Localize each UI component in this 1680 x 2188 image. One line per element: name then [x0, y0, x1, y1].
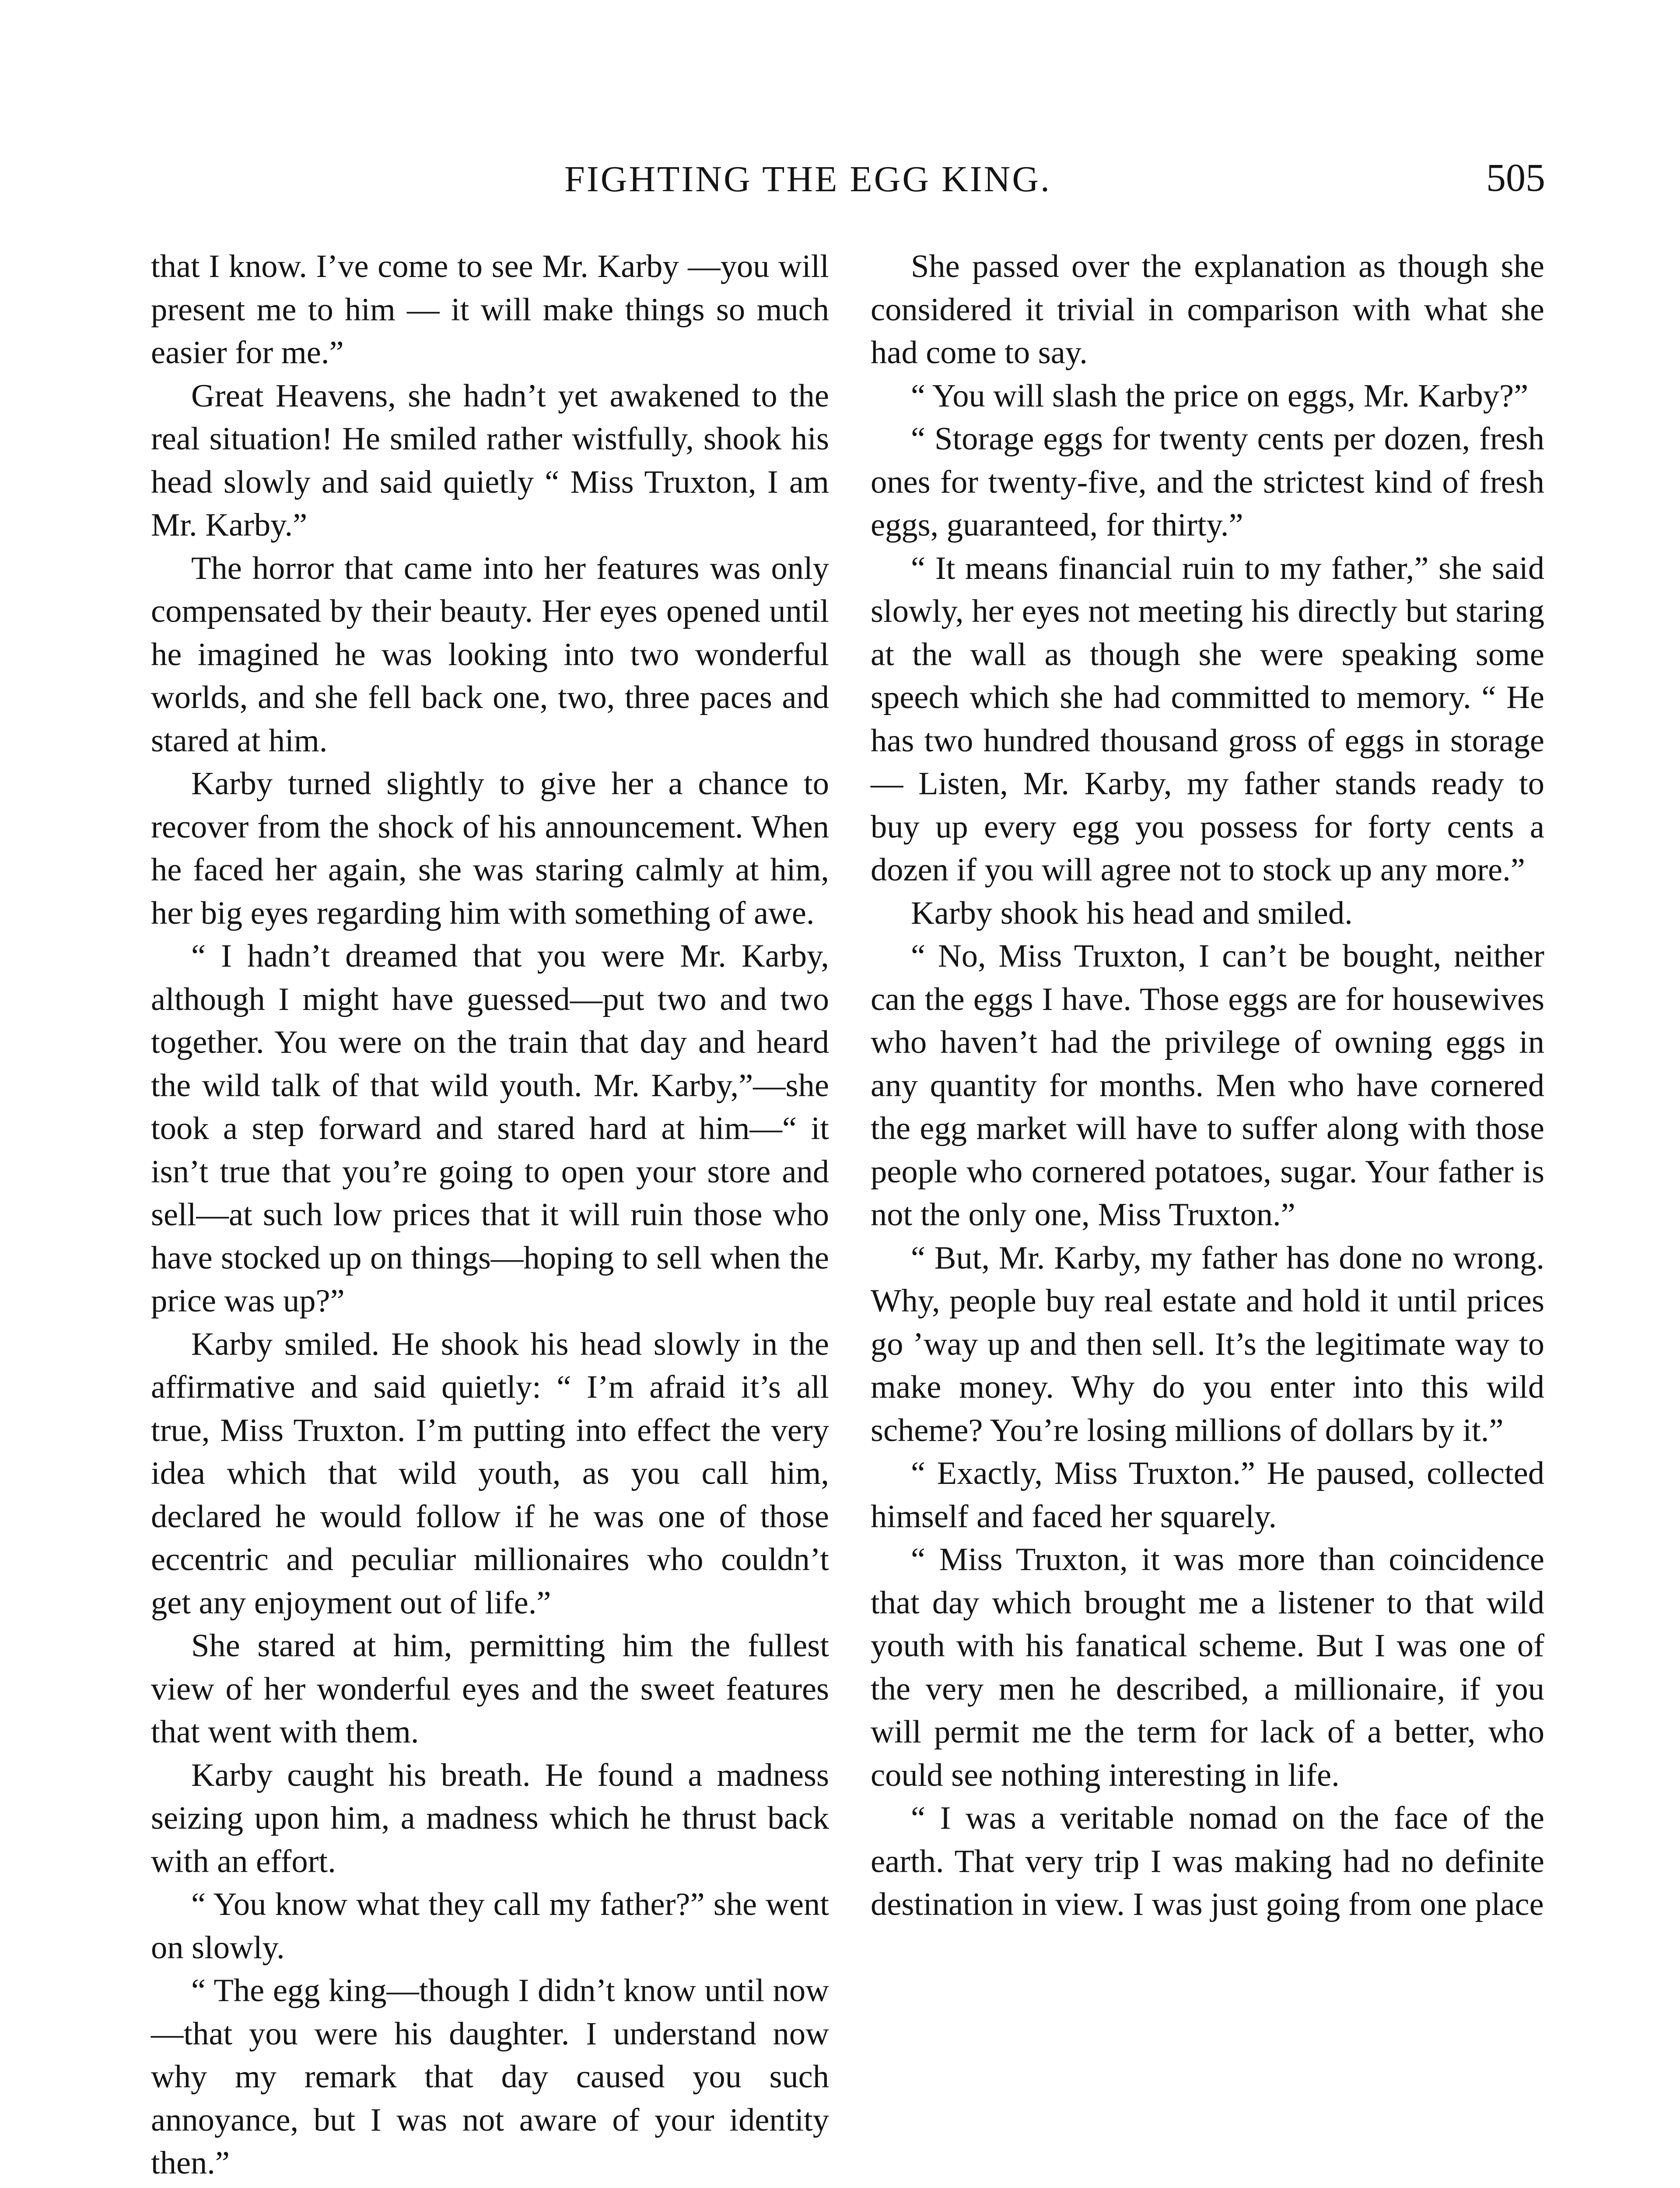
paragraph: “ But, Mr. Karby, my father has done no wrong. Why, people buy real estate and hold it until prices go ’way up and then sell. It’s the legitimate way to make money. Why do you enter into this wild scheme? You’re losing millions of dollars by it.”: [871, 1240, 1544, 1448]
paragraph: She stared at him, permitting him the fullest view of her wonderful eyes and the sweet features that went with them.: [151, 1628, 829, 1750]
paragraph: “ You will slash the price on eggs, Mr. Karby?”: [911, 378, 1529, 414]
left-text-column: [151, 245, 829, 2185]
paragraph: that I know. I’ve come to see Mr. Karby —you will present me to him — it will make things so much easier for me.”: [151, 249, 829, 371]
paragraph: “ Storage eggs for twenty cents per dozen, fresh ones for twenty-five, and the strictest kind of fresh eggs, guaranteed, for thirty.”: [871, 421, 1544, 543]
paragraph: “ The egg king—though I didn’t know until now—that you were his daughter. I understand now why my remark that day caused you such annoyance, but I was not aware of your identity then.”: [151, 1973, 829, 2181]
paragraph: “ Miss Truxton, it was more than coincidence that day which brought me a listener to that wild youth with his fanatical scheme. But I was one of the very men he described, a millionaire, if you will permit me the term for lack of a better, who could see nothing interesting in life.: [871, 1542, 1544, 1793]
right-text-column: [871, 245, 1544, 1926]
paragraph: Great Heavens, she hadn’t yet awakened to the real situation! He smiled rather wistfully, shook his head slowly and said quietly “ Miss Truxton, I am Mr. Karby.”: [151, 378, 829, 543]
paragraph: Karby turned slightly to give her a chance to recover from the shock of his announcement. When he faced her again, she was staring calmly at him, her big eyes regarding him with something of awe.: [151, 766, 829, 931]
paragraph: Karby shook his head and smiled.: [911, 895, 1353, 931]
paragraph: “ Exactly, Miss Truxton.” He paused, collected himself and faced her squarely.: [871, 1455, 1544, 1535]
paragraph: “ It means financial ruin to my father,” she said slowly, her eyes not meeting his directly but staring at the wall as though she were speaking some speech which she had committed to memory. “ He has two hundred thousand gross of eggs in storage— Listen, Mr. Karby, my father stands ready to buy up every egg you possess for forty cents a dozen if you will agree not to stock up any more.”: [871, 550, 1544, 888]
paragraph: “ I hadn’t dreamed that you were Mr. Karby, although I might have guessed—put two and two together. You were on the train that day and heard the wild talk of that wild youth. Mr. Karby,”—she took a step forward and stared hard at him—“ it isn’t true that you’re going to open your store and sell—at such low prices that it will ruin those who have stocked up on things—hoping to sell when the price was up?”: [151, 938, 829, 1319]
paragraph: She passed over the explanation as though she considered it trivial in comparison with what she had come to say.: [871, 249, 1544, 371]
paragraph: Karby caught his breath. He found a madness seizing upon him, a madness which he thrust back with an effort.: [151, 1757, 829, 1879]
running-head-title: FIGHTING THE EGG KING.: [564, 159, 1051, 200]
paragraph: Karby smiled. He shook his head slowly in the affirmative and said quietly: “ I’m afraid it’s all true, Miss Truxton. I’m putting into effect the very idea which that wild youth, as you call him, declared he would follow if he was one of those eccentric and peculiar millionaires who couldn’t get any enjoyment out of life.”: [151, 1326, 829, 1621]
paragraph: “ I was a veritable nomad on the face of the earth. That very trip I was making had no definite destination in view. I was just going from one place: [871, 1800, 1544, 1922]
paragraph: “ You know what they call my father?” she went on slowly.: [151, 1886, 829, 1966]
paragraph: The horror that came into her features was only compensated by their beauty. Her eyes opened until he imagined he was looking into two wonderful worlds, and she fell back one, two, three paces and stared at him.: [151, 550, 829, 759]
paragraph: “ No, Miss Truxton, I can’t be bought, neither can the eggs I have. Those eggs are for housewives who haven’t had the privilege of owning eggs in any quantity for months. Men who have cornered the egg market will have to suffer along with those people who cornered potatoes, sugar. Your father is not the only one, Miss Truxton.”: [871, 938, 1544, 1233]
page-number: 505: [1486, 156, 1545, 200]
